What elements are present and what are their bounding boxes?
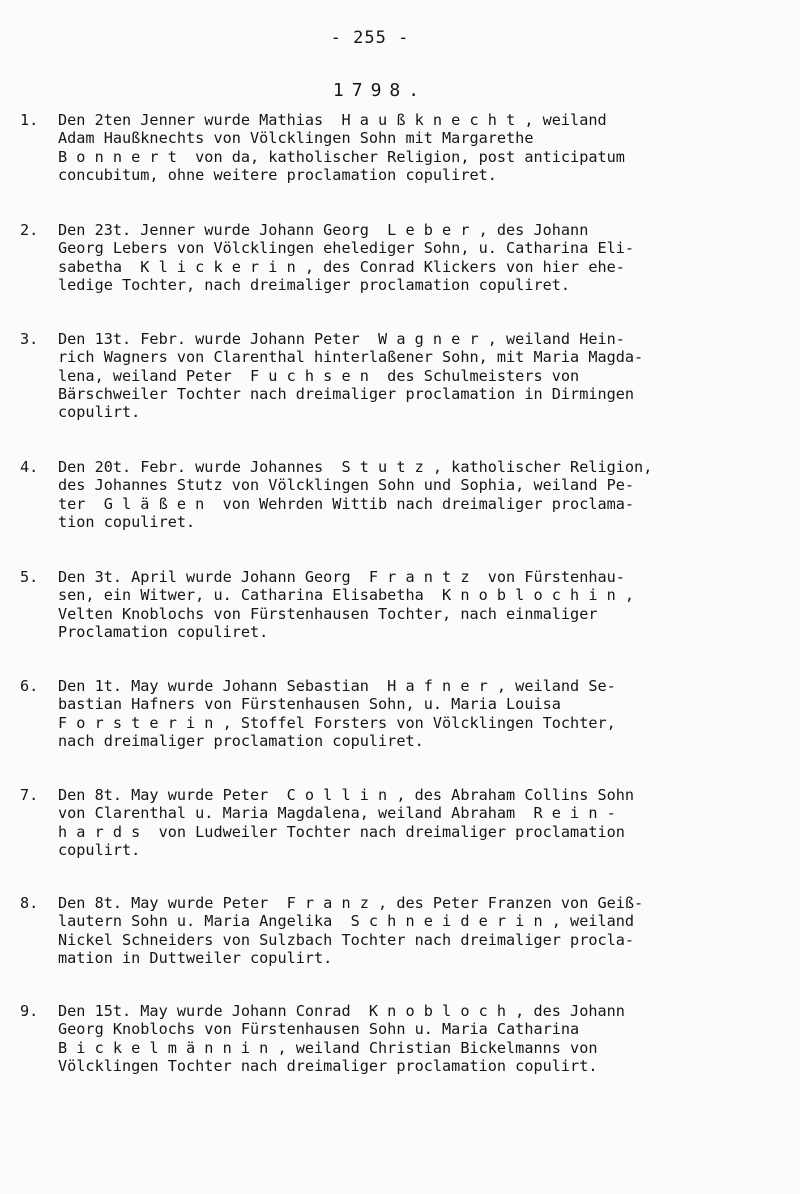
entry	[20, 786, 780, 859]
entry-line: Den 1t. May wurde Johann Sebastian H a f n e r , weiland Se-	[58, 677, 616, 695]
entry	[20, 1002, 780, 1075]
entry-number: 8.	[20, 894, 39, 912]
entry-number: 1.	[20, 111, 39, 129]
entry-line: h a r d s von Ludweiler Tochter nach dreimaliger proclamation	[58, 822, 625, 841]
entry-line: copulirt.	[58, 403, 141, 422]
entry-line: Den 13t. Febr. wurde Johann Peter W a g n e r , weiland Hein-	[58, 330, 625, 348]
entry-number: 7.	[20, 786, 39, 804]
entry-line: des Johannes Stutz von Völcklingen Sohn und Sophia, weiland Pe-	[58, 476, 635, 495]
page-number: - 255 -	[330, 28, 410, 48]
entry	[20, 677, 780, 750]
entry-line: bastian Hafners von Fürstenhausen Sohn, u. Maria Louisa	[58, 695, 561, 714]
entry-line: Den 8t. May wurde Peter F r a n z , des Peter Franzen von Geiß-	[58, 894, 644, 912]
entry-line: sen, ein Witwer, u. Catharina Elisabetha K n o b l o c h i n ,	[58, 586, 635, 605]
year-heading: 1798.	[332, 80, 428, 101]
entry-line: Proclamation copuliret.	[58, 622, 269, 641]
entry-number: 5.	[20, 568, 39, 586]
entry	[20, 111, 780, 184]
entry-line: Bärschweiler Tochter nach dreimaliger proclamation in Dirmingen	[58, 384, 635, 403]
entry-line: von Clarenthal u. Maria Magdalena, weiland Abraham R e i n -	[58, 804, 616, 823]
entry-line: F o r s t e r i n , Stoffel Forsters von Völcklingen Tochter,	[58, 713, 616, 732]
entry-number: 9.	[20, 1002, 39, 1020]
entry-line: Den 3t. April wurde Johann Georg F r a n t z von Fürstenhau-	[58, 568, 625, 586]
entry-line: Den 15t. May wurde Johann Conrad K n o b l o c h , des Johann	[58, 1002, 625, 1020]
entry-line: ledige Tochter, nach dreimaliger proclamation copuliret.	[58, 275, 571, 294]
entry-line: concubitum, ohne weitere proclamation copuliret.	[58, 165, 497, 184]
entry-line: nach dreimaliger proclamation copuliret.	[58, 731, 424, 750]
entry	[20, 221, 780, 294]
entry-line: Georg Lebers von Völcklingen ehelediger Sohn, u. Catharina Eli-	[58, 239, 635, 258]
entry-line: Den 8t. May wurde Peter C o l l i n , des Abraham Collins Sohn	[58, 786, 635, 804]
entry	[20, 458, 780, 531]
entry-line: Velten Knoblochs von Fürstenhausen Tochter, nach einmaliger	[58, 604, 598, 623]
entry-line: Den 20t. Febr. wurde Johannes S t u t z , katholischer Religion,	[58, 458, 653, 476]
entry-line: Den 2ten Jenner wurde Mathias H a u ß k n e c h t , weiland	[58, 111, 607, 129]
entry-number: 3.	[20, 330, 39, 348]
entry-number: 4.	[20, 458, 39, 476]
entry-number: 6.	[20, 677, 39, 695]
entry-line: Völcklingen Tochter nach dreimaliger proclamation copulirt.	[58, 1056, 598, 1075]
entry-line: sabetha K l i c k e r i n , des Conrad Klickers von hier ehe-	[58, 257, 625, 276]
entry-line: copulirt.	[58, 840, 141, 859]
entry-line: B i c k e l m ä n n i n , weiland Christian Bickelmanns von	[58, 1038, 598, 1057]
entry-line: lautern Sohn u. Maria Angelika S c h n e i d e r i n , weiland	[58, 912, 635, 931]
entry-line: tion copuliret.	[58, 512, 196, 531]
entry-line: B o n n e r t von da, katholischer Religion, post anticipatum	[58, 147, 625, 166]
entry	[20, 568, 780, 641]
entry-line: ter G l ä ß e n von Wehrden Wittib nach dreimaliger proclama-	[58, 494, 635, 513]
entry-line: Georg Knoblochs von Fürstenhausen Sohn u. Maria Catharina	[58, 1020, 580, 1039]
entry-line: Adam Haußknechts von Völcklingen Sohn mit Margarethe	[58, 129, 534, 148]
entry-number: 2.	[20, 221, 39, 239]
entry-line: Nickel Schneiders von Sulzbach Tochter nach dreimaliger procla-	[58, 930, 635, 949]
entry-line: mation in Duttweiler copulirt.	[58, 948, 333, 967]
entry	[20, 330, 780, 421]
entry-line: rich Wagners von Clarenthal hinterlaßener Sohn, mit Maria Magda-	[58, 348, 644, 367]
entry	[20, 894, 780, 967]
entry-line: lena, weiland Peter F u c h s e n des Schulmeisters von	[58, 366, 580, 385]
entry-line: Den 23t. Jenner wurde Johann Georg L e b e r , des Johann	[58, 221, 589, 239]
